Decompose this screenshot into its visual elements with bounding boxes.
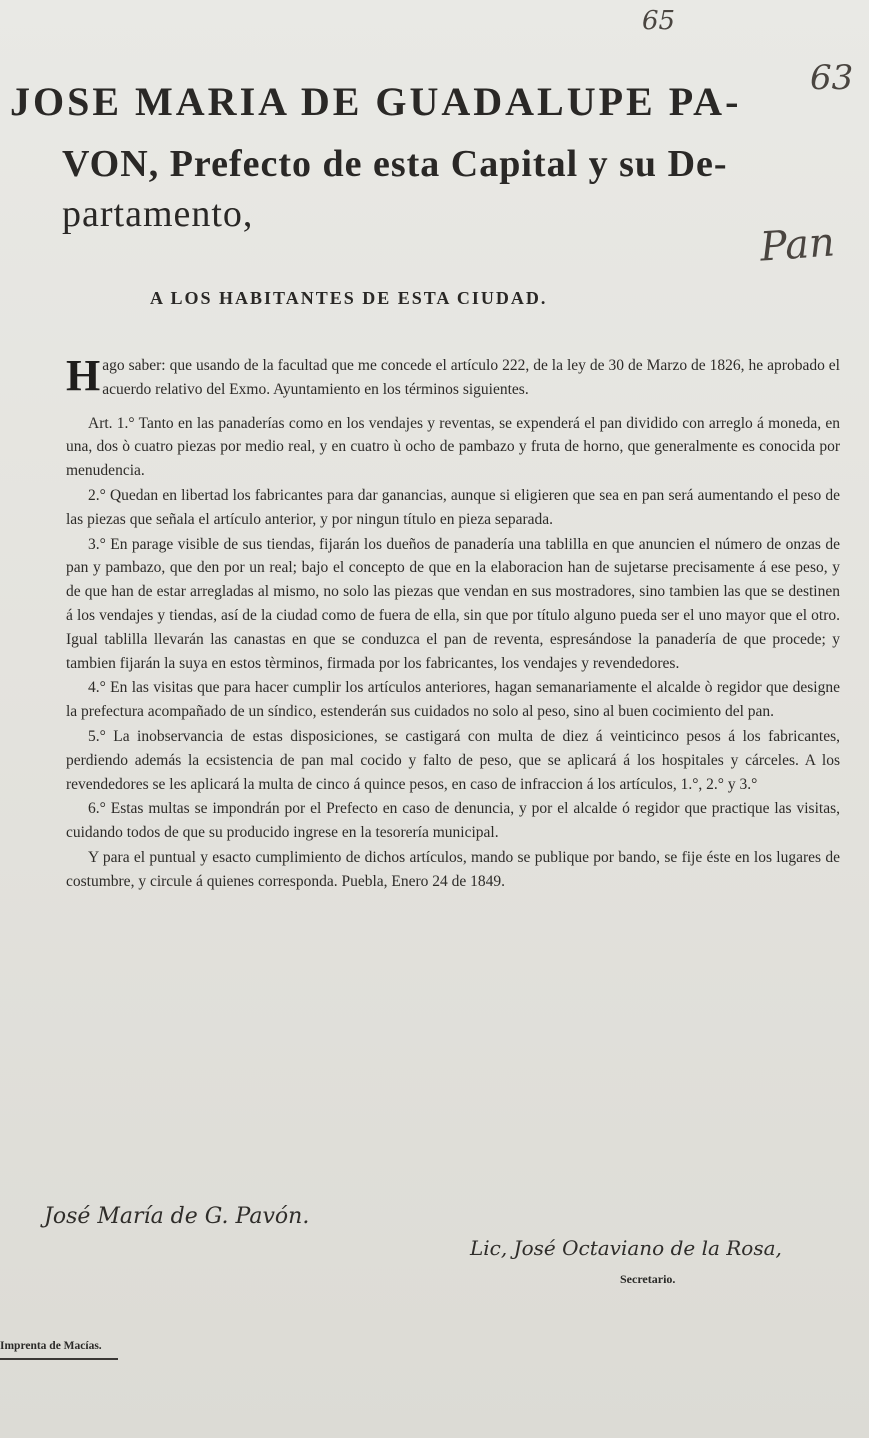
- article-5: 5.° La inobservancia de estas disposiciones, se castigará con multa de diez á veinticinco pesos á los fabricantes, perdiendo además la ecsistencia de pan mal cocido y falto de peso, que se aplicará á los hospitales y cárceles. A los revendedores se les aplicará la multa de cinco á quince pesos, en caso de infraccion á los artículos, 1.°, 2.° y 3.°: [66, 727, 840, 793]
- article-2: 2.° Quedan en libertad los fabricantes para dar ganancias, aunque si eligieren que sea en pan será aumentando el peso de las piezas que señala el artículo anterior, y por ningun título en pieza separada.: [66, 486, 840, 528]
- folio-number-corner: 63: [810, 58, 854, 98]
- heading-line-2: [62, 142, 728, 186]
- printer-imprint: Imprenta de Macías.: [0, 1340, 102, 1352]
- secretary-title: Secretario.: [620, 1272, 676, 1286]
- article-1: Art. 1.° Tanto en las panaderías como en los vendajes y reventas, se expenderá el pan dividido con arreglo á moneda, en una, dos ò cuatro piezas por medio real, y en cuatro ù ocho de pambazo y fruta de horno, que generalmente es conocida por menudencia.: [66, 414, 840, 480]
- article-6: 6.° Estas multas se impondrán por el Prefecto en caso de denuncia, y por el alcalde ó regidor que practique las visitas, cuidando todos de que su producido ingrese en la tesorería municipal.: [66, 800, 840, 842]
- heading-line-1: JOSE MARIA DE GUADALUPE PA-: [10, 79, 742, 124]
- prefect-signature: José María de G. Pavón.: [44, 1204, 310, 1229]
- intro-text: ago saber: que usando de la facultad que me concede el artículo 222, de la ley de 30 de Marzo de 1826, he aprobado el acuerdo relativo del Exmo. Ayuntamiento en los términos siguientes.: [102, 357, 840, 398]
- addressee-line: A LOS HABITANTES DE ESTA CIUDAD.: [150, 288, 548, 308]
- heading-line-3: partamento,: [62, 193, 254, 235]
- heading-office: , Prefecto de esta Capital y su De-: [148, 143, 728, 185]
- decree-body: [66, 351, 840, 895]
- secretary-signature: Lic, José Octaviano de la Rosa,: [470, 1236, 782, 1260]
- imprint-rule: [0, 1358, 118, 1360]
- heading-name: VON: [62, 143, 149, 185]
- article-4: 4.° En las visitas que para hacer cumplir los artículos anteriores, hagan semanariamente el alcalde ò regidor que designe la prefectura acompañado de un síndico, estenderán sus cuidados no solo al peso, sino al buen cocimiento del pan.: [66, 679, 840, 721]
- article-3: 3.° En parage visible de sus tiendas, fijarán los dueños de panadería una tablilla en que anuncien el número de onzas de pan y pambazo, que den por un real; bajo el concepto de que en la elaboracion han de sujetarse precisamente á ese peso, y de que han de estar arregladas al mismo, no solo las piezas que vendan en sus mostradores, sino tambien las que se destinen á los vendajes y tiendas, así de la ciudad como de fuera de ella, sin que por título alguno pueda ser el uno mayor que el otro. Igual tablilla llevarán las canastas en que se conduzca el pan de reventa, espresándose la panadería de que procede; y tambien fijarán la suya en estos tèrminos, firmada por los fabricantes, los vendajes y revendedores.: [66, 535, 840, 672]
- margin-note: Pan: [758, 219, 837, 271]
- drop-cap: H: [66, 351, 101, 400]
- closing-paragraph: Y para el puntual y esacto cumplimiento de dichos artículos, mando se publique por bando, se fije éste en los lugares de costumbre, y circule á quienes corresponda. Puebla, Enero 24 de 1849.: [66, 848, 840, 890]
- folio-number-top: 65: [642, 6, 676, 36]
- intro-paragraph: [66, 351, 840, 402]
